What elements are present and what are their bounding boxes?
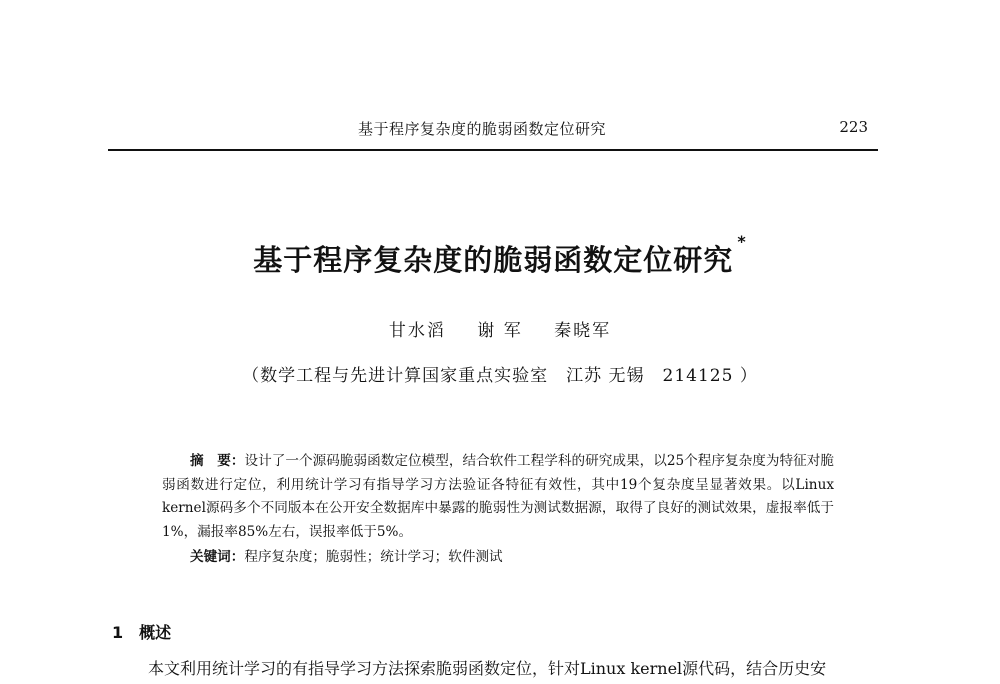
keywords-text: 程序复杂度；脆弱性；统计学习；软件测试: [244, 549, 503, 565]
header-divider: [108, 149, 878, 151]
abstract-label: 摘 要：: [190, 453, 245, 469]
abstract-text: 设计了一个源码脆弱函数定位模型，结合软件工程学科的研究成果，以25个程序复杂度为特征对脆弱函数进行定位，利用统计学习有指导学习方法验证各特征有效性，其中19个复杂度呈显著效果。以Linux kernel源码多个不同版本在公开安全数据库中暴露的脆弱性为测试数据源，取得了良好的测试效果，虚报率低于1%，漏报率85%左右，误报率低于5%。: [162, 453, 835, 540]
affiliation: （数学工程与先进计算国家重点实验室 江苏 无锡 214125 ）: [242, 366, 758, 386]
author-name: 秦晓军: [554, 321, 612, 341]
author-name: 甘水滔: [388, 321, 446, 341]
keywords-block: [162, 545, 834, 565]
section-title: 概述: [139, 623, 172, 642]
abstract-block: [162, 450, 834, 544]
section-heading: [112, 620, 171, 643]
paper-title-text: 基于程序复杂度的脆弱函数定位研究: [253, 243, 734, 277]
section-number: 1: [112, 623, 124, 642]
running-header-title: 基于程序复杂度的脆弱函数定位研究: [358, 120, 607, 138]
page-number: 223: [839, 118, 868, 136]
paper-title: [0, 232, 1000, 279]
running-header: [108, 118, 878, 142]
author-name: 谢 军: [477, 321, 523, 341]
title-footnote-mark: *: [737, 232, 747, 251]
author-list: [0, 316, 1000, 341]
keywords-label: 关键词：: [190, 549, 245, 565]
body-paragraph: 本文利用统计学习的有指导学习方法探索脆弱函数定位，针对Linux kernel源代码，结合历史安: [148, 659, 827, 678]
